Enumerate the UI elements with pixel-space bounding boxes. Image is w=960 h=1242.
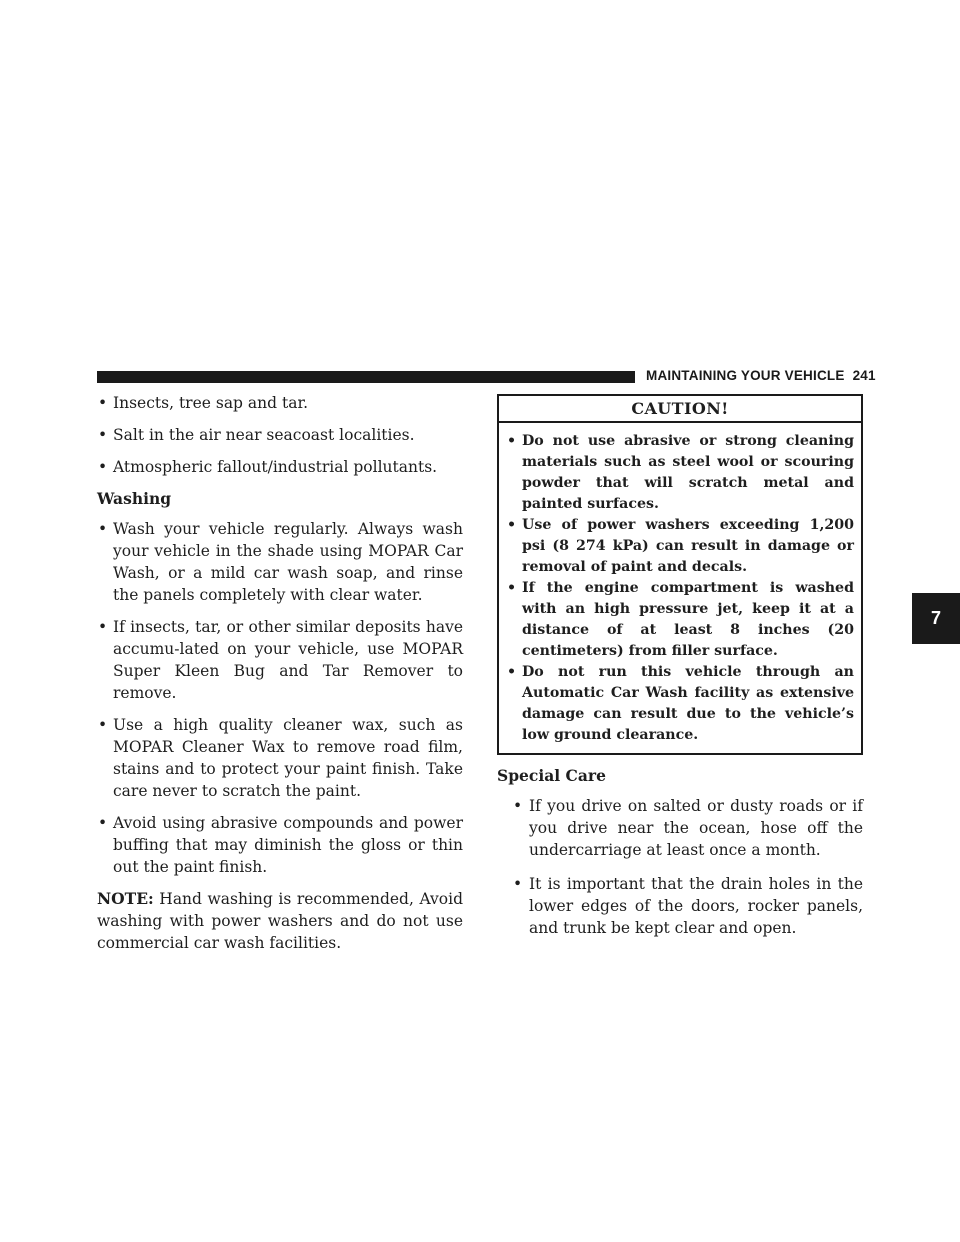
- section-title: MAINTAINING YOUR VEHICLE: [646, 368, 845, 383]
- note-label: NOTE:: [97, 889, 154, 908]
- running-header: [646, 368, 876, 383]
- list-item: • If insects, tar, or other similar deposits have accumu-lated on your vehicle, use MOPAR Super Kleen Bug and Tar Remover to remove.: [97, 616, 463, 704]
- page-number: 241: [852, 368, 876, 383]
- list-item: • Use a high quality cleaner wax, such as MOPAR Cleaner Wax to remove road film, stains and to protect your paint finish. Take care never to scratch the paint.: [97, 714, 463, 802]
- caution-item: • Do not run this vehicle through an Automatic Car Wash facility as extensive damage can result due to the vehicle’s low ground clearance.: [506, 662, 854, 746]
- caution-list: [499, 423, 861, 753]
- caution-title: CAUTION!: [499, 396, 861, 423]
- left-column: [97, 392, 463, 954]
- list-item: • Atmospheric fallout/industrial pollutants.: [97, 456, 463, 478]
- special-care-heading: Special Care: [497, 766, 606, 785]
- caution-box: [497, 394, 863, 755]
- list-item: • Avoid using abrasive compounds and power buffing that may diminish the gloss or thin out the paint finish.: [97, 812, 463, 878]
- header-rule: [97, 371, 635, 383]
- washing-heading: Washing: [97, 489, 172, 508]
- list-item: • Wash your vehicle regularly. Always wash your vehicle in the shade using MOPAR Car Wash, or a mild car wash soap, and rinse the panels completely with clear water.: [97, 518, 463, 606]
- washing-bullet-list: [97, 518, 463, 878]
- list-item: • Insects, tree sap and tar.: [97, 392, 463, 414]
- special-care-bullet-list: [497, 795, 863, 939]
- chapter-tab: 7: [912, 593, 960, 644]
- caution-item: • Use of power washers exceeding 1,200 psi (8 274 kPa) can result in damage or removal of paint and decals.: [506, 515, 854, 578]
- list-item: • It is important that the drain holes in the lower edges of the doors, rocker panels, and trunk be kept clear and open.: [497, 873, 863, 939]
- caution-item: • Do not use abrasive or strong cleaning materials such as steel wool or scouring powder that will scratch metal and painted surfaces.: [506, 431, 854, 515]
- intro-bullet-list: [97, 392, 463, 478]
- note-paragraph: [97, 888, 463, 954]
- caution-item: • If the engine compartment is washed with an high pressure jet, keep it at a distance of at least 8 inches (20 centimeters) from filler surface.: [506, 578, 854, 662]
- list-item: • If you drive on salted or dusty roads or if you drive near the ocean, hose off the undercarriage at least once a month.: [497, 795, 863, 861]
- right-column: [497, 394, 863, 951]
- list-item: • Salt in the air near seacoast localities.: [97, 424, 463, 446]
- note-text: Hand washing is recommended, Avoid washing with power washers and do not use commercial car wash facilities.: [97, 890, 463, 952]
